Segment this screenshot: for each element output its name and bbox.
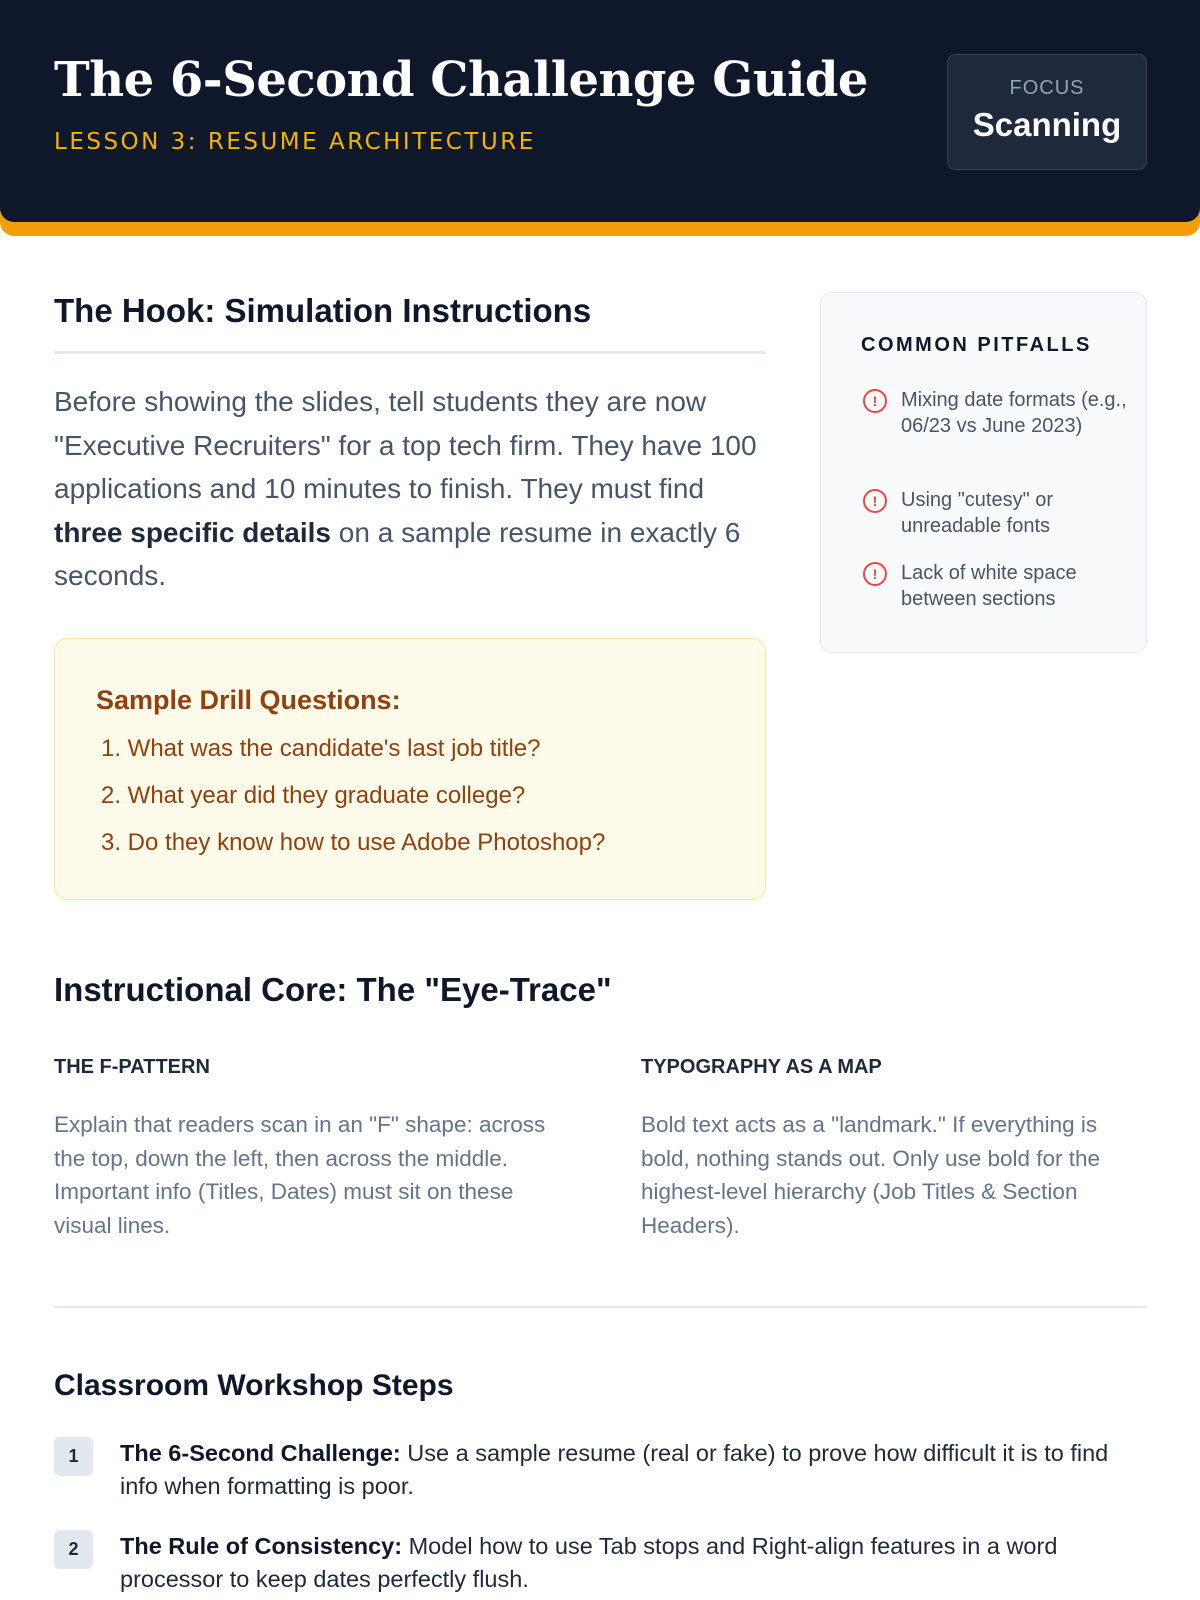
step-text (120, 1530, 1147, 1596)
hook-body-before: Before showing the slides, tell students they are now "Executive Recruiters" for a top tech firm. They have 100 applications and 10 minutes to finish. They must find (54, 386, 757, 504)
focus-value: Scanning (972, 106, 1122, 143)
f-pattern-heading: THE F-PATTERN (54, 1056, 210, 1078)
step-title: The 6-Second Challenge: (120, 1440, 401, 1466)
step-text (120, 1437, 1147, 1503)
pitfalls-title: COMMON PITFALLS (861, 334, 1092, 356)
hook-divider (54, 351, 766, 354)
alert-circle-icon: ! (863, 389, 887, 413)
drill-question: 3. Do they know how to use Adobe Photoshop? (101, 829, 606, 856)
drill-title: Sample Drill Questions: (96, 685, 401, 715)
drill-question: 2. What year did they graduate college? (101, 782, 526, 809)
step-title: The Rule of Consistency: (120, 1533, 403, 1559)
step-number: 1 (54, 1437, 93, 1476)
alert-circle-icon: ! (863, 489, 887, 513)
focus-badge (947, 54, 1147, 170)
hook-body-after: on a sample resume in exactly 6 seconds. (54, 516, 741, 591)
typography-heading: TYPOGRAPHY AS A MAP (641, 1056, 882, 1078)
step-number: 2 (54, 1530, 93, 1569)
f-pattern-body: Explain that readers scan in an "F" shape: across the top, down the left, then across the middle. Important info (Titles, Dates) must sit on these visual lines. (54, 1112, 546, 1238)
step-description: Model how to use Tab stops and Right-align features in a word processor to keep dates perfectly flush. (120, 1533, 1058, 1592)
focus-label: FOCUS (1009, 77, 1085, 99)
header (0, 0, 1200, 222)
pitfall-text: Mixing date formats (e.g., 06/23 vs June 2023) (901, 389, 1127, 437)
lesson-subtitle: LESSON 3: RESUME ARCHITECTURE (54, 129, 536, 155)
hook-title: The Hook: Simulation Instructions (54, 292, 592, 329)
steps-title: Classroom Workshop Steps (54, 1369, 454, 1402)
step-description: Use a sample resume (real or fake) to prove how difficult it is to find info when formatting is poor. (120, 1440, 1109, 1499)
alert-circle-icon: ! (863, 562, 887, 586)
core-title: Instructional Core: The "Eye-Trace" (54, 971, 612, 1008)
typography-body: Bold text acts as a "landmark." If everything is bold, nothing stands out. Only use bold for the highest-level hierarchy (Job Titles & Section Headers). (641, 1112, 1101, 1238)
drill-question-list (101, 734, 605, 875)
pitfall-text: Using "cutesy" or unreadable fonts (901, 489, 1054, 537)
hook-body (54, 380, 766, 598)
page-title: The 6-Second Challenge Guide (54, 52, 868, 108)
common-pitfalls-panel (820, 292, 1147, 653)
pitfall-text: Lack of white space between sections (901, 562, 1077, 610)
drill-question: 1. What was the candidate's last job title? (101, 735, 541, 762)
section-divider (54, 1306, 1147, 1308)
drill-questions-box (54, 638, 766, 900)
header-accent-bar (0, 0, 1200, 236)
hook-body-bold: three specific details (54, 516, 332, 548)
